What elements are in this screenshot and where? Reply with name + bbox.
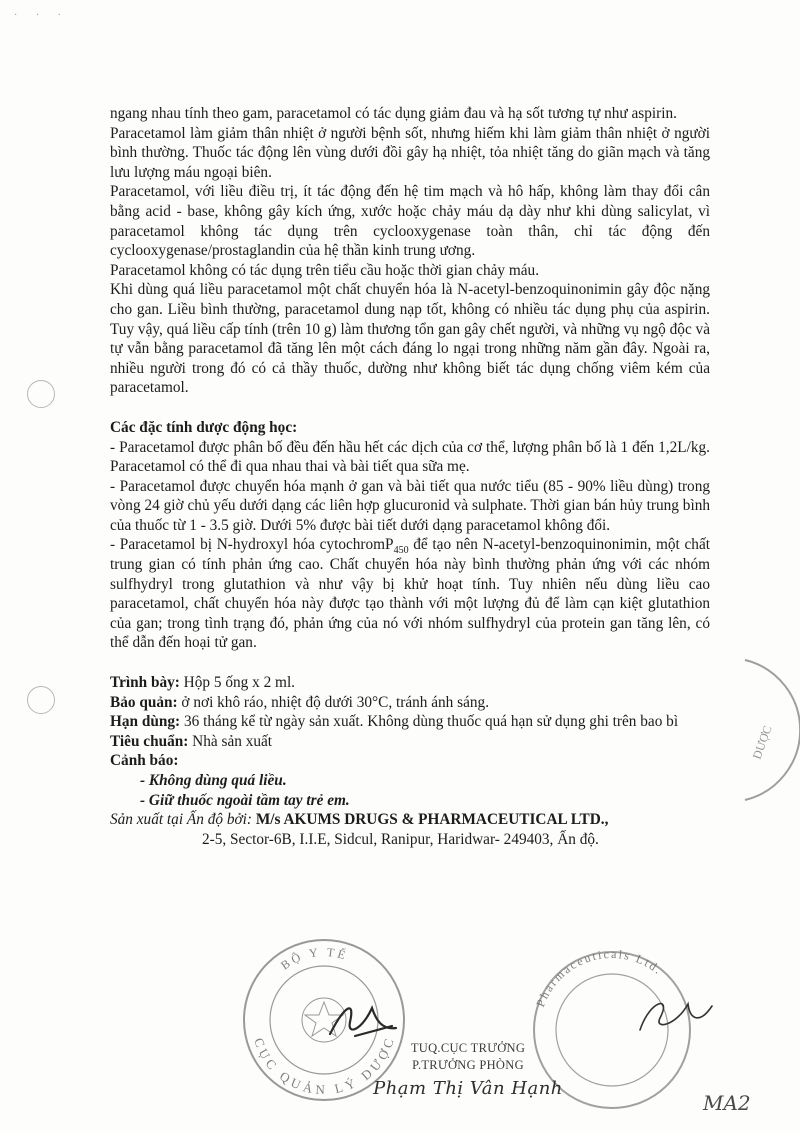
standard-line: Tiêu chuẩn: Nhà sản xuất [110, 732, 273, 750]
warning-item: - Không dùng quá liều. [140, 772, 287, 789]
manufacturer-line: Sản xuất tại Ấn độ bởi: M/s AKUMS DRUGS & PHARMACEUTICAL LTD., [110, 811, 609, 829]
pharmacokinetics-heading: Các đặc tính dược động học: [110, 418, 298, 436]
manufacturer-address: 2-5, Sector-6B, I.I.E, Sidcul, Ranipur, Haridwar- 249403, Ấn độ. [202, 830, 599, 848]
company-stamp-text: Pharmaceuticals Ltd. [533, 946, 666, 1009]
scan-specks: · · · [14, 10, 69, 21]
subscript-450: 450 [393, 545, 409, 557]
signer-name: Phạm Thị Vân Hạnh [373, 1078, 563, 1099]
body-paragraph: Paracetamol không có tác dụng trên tiểu cầu hoặc thời gian chảy máu. [110, 261, 540, 279]
corner-mark: MA2 [703, 1091, 751, 1115]
signer-title-1: TUQ.CỤC TRƯỞNG [410, 1041, 526, 1055]
storage-line: Bảo quản: ở nơi khô ráo, nhiệt độ dưới 30°C, tránh ánh sáng. [110, 693, 490, 711]
expiry-line: Hạn dùng: 36 tháng kể từ ngày sản xuất. Không dùng thuốc quá hạn sử dụng ghi trên bao bì [110, 713, 679, 731]
signature-block [368, 1040, 568, 1099]
signature-right [640, 1004, 712, 1030]
presentation-line: Trình bày: Hộp 5 ống x 2 ml. [110, 674, 296, 692]
body-paragraph: ngang nhau tính theo gam, paracetamol có tác dụng giảm đau và hạ sốt tương tự như aspirin. [110, 105, 677, 122]
body-paragraph: Khi dùng quá liều paracetamol một chất chuyển hóa là N-acetyl-benzoquinonimin gây độc nặng cho gan. Liều bình thường, paracetamol dung nạp tốt, không có nhiều tác dụng phụ của aspirin. Tuy vậy, quá liều cấp tính (trên 10 g) làm thương tổn gan gây chết người, và những vụ ngộ độc và tự vẫn bằng paracetamol đã tăng lên một cách đáng lo ngại trong những năm gần đây. Ngoài ra, nhiều người trong đó có cả thầy thuốc, dường như không biết tác dụng chống viêm kém của paracetamol. [110, 281, 710, 397]
ministry-stamp-top-text: BỘ Y TẾ [278, 944, 350, 973]
body-paragraph: Paracetamol làm giảm thân nhiệt ở người bệnh sốt, nhưng hiếm khi làm giảm thân nhiệt ở người bình thường. Thuốc tác động lên vùng dưới đồi gây hạ nhiệt, tỏa nhiệt tăng do giãn mạch và tăng lưu lượng máu ngoại biên. [110, 124, 710, 181]
warning-heading: Cảnh báo: [110, 752, 179, 770]
ministry-stamp-bottom-text: CỤC QUẢN LÝ DƯỢC [251, 1033, 398, 1098]
edge-stamp [745, 660, 800, 800]
pk-item: - Paracetamol bị N-hydroxyl hóa cytochromP$_{450}$ để tạo nên N-acetyl-benzoquinonimin, một chất trung gian có tính phản ứng cao. Chất chuyển hóa này bình thường phản ứng với các nhóm sulfhydryl trong glutathion và như vậy bị khử hoạt tính. Tuy nhiên nếu dùng liều cao paracetamol, chất chuyển hóa này được tạo thành với một lượng đủ để làm cạn kiệt glutathion của gan; trong tình trạng đó, phản ứng của nó với nhóm sulfhydryl của protein gan tăng lên, có thể dẫn đến hoại tử gan. [110, 536, 710, 652]
body-paragraph: Paracetamol, với liều điều trị, ít tác động đến hệ tim mạch và hô hấp, không làm thay đổi cân bằng acid - base, không gây kích ứng, xước hoặc chảy máu dạ dày như khi dùng salicylat, vì paracetamol không tác dụng trên cyclooxygenase toàn thân, chỉ tác động đến cyclooxygenase/prostaglandin của hệ thần kinh trung ương. [110, 183, 710, 260]
warning-item: - Giữ thuốc ngoài tầm tay trẻ em. [140, 791, 350, 809]
signature-left [330, 1008, 396, 1036]
pk-item: - Paracetamol được chuyển hóa mạnh ở gan và bài tiết qua nước tiểu (85 - 90% liều dùng) trong vòng 24 giờ chủ yếu dưới dạng các liên hợp glucuronid và sulphate. Thời gian bán hủy trung bình của thuốc từ 1 - 3.5 giờ. Dưới 5% được bài tiết dưới dạng paracetamol không đổi. [110, 477, 710, 534]
pk-item: - Paracetamol được phân bố đều đến hầu hết các dịch của cơ thể, lượng phân bố là 1 đến 1,2L/kg. Paracetamol có thể đi qua nhau thai và bài tiết qua sữa mẹ. [110, 438, 710, 476]
signer-title-2: P.TRƯỞNG PHÒNG [412, 1058, 524, 1072]
svg-text:DƯỢC: DƯỢC [749, 723, 775, 762]
